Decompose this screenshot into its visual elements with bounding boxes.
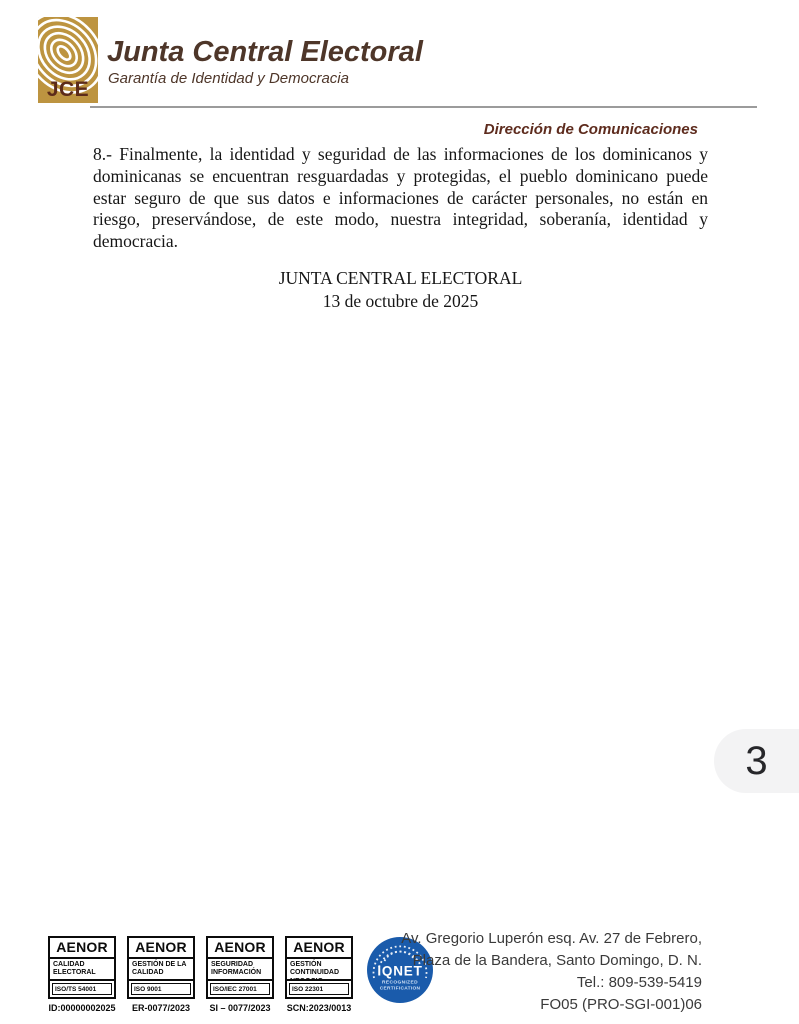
aenor-standard: ISO/TS 54001	[52, 983, 112, 995]
signature-org: JUNTA CENTRAL ELECTORAL	[278, 268, 523, 288]
aenor-badge	[285, 936, 353, 1013]
aenor-code: ER-0077/2023	[131, 1003, 191, 1013]
header-divider	[90, 106, 757, 108]
iqnet-tagline-1: RECOGNIZED	[382, 980, 418, 986]
aenor-standard: ISO 9001	[131, 983, 191, 995]
address-line: FO05 (PRO-SGI-001)06	[540, 996, 702, 1013]
footer-address	[401, 928, 702, 1016]
aenor-code: SI – 0077/2023	[209, 1003, 271, 1013]
aenor-scope: SEGURIDAD INFORMACIÓN	[208, 957, 272, 981]
address-line: Tel.: 809-539-5419	[576, 974, 702, 991]
aenor-standard: ISO/IEC 27001	[210, 983, 270, 995]
aenor-brand: AENOR	[135, 939, 187, 955]
iqnet-tagline-2: CERTIFICATION	[379, 986, 421, 992]
certification-badges	[48, 936, 433, 1013]
aenor-scope: GESTIÓN CONTINUIDAD NEGOCIO	[287, 957, 351, 981]
organization-title: Junta Central Electoral	[107, 36, 423, 68]
aenor-code: ID:00000002025	[48, 1003, 116, 1013]
aenor-scope: CALIDAD ELECTORAL	[50, 957, 114, 981]
aenor-brand: AENOR	[214, 939, 266, 955]
aenor-badge	[127, 936, 195, 1013]
signature-block	[93, 267, 708, 313]
signature-date: 13 de octubre de 2025	[322, 291, 479, 311]
aenor-brand: AENOR	[56, 939, 108, 955]
aenor-scope: GESTIÓN DE LA CALIDAD	[129, 957, 193, 981]
aenor-badge	[48, 936, 116, 1013]
page-number-pill	[714, 729, 799, 793]
jce-logo	[38, 17, 98, 103]
letter-paragraph: 8.- Finalmente, la identidad y seguridad de las informaciones de los dominicanos y dominicanas se encuentran resguardadas y protegidas, el pueblo dominicano puede estar seguro de que sus datos e informaciones de carácter personales, no están en riesgo, preservándose, de este modo, nuestra integridad, soberanía, identidad y democracia.	[93, 144, 708, 252]
page-number: 3	[745, 738, 768, 783]
department-line: Dirección de Comunicaciones	[483, 121, 698, 138]
aenor-badge	[206, 936, 274, 1013]
address-line: Plaza de la Bandera, Santo Domingo, D. N.	[412, 952, 702, 969]
aenor-brand: AENOR	[293, 939, 345, 955]
jce-logo-acronym: JCE	[46, 78, 90, 101]
aenor-code: SCN:2023/0013	[286, 1003, 352, 1013]
aenor-standard: ISO 22301	[289, 983, 349, 995]
iqnet-name: IQNET	[377, 963, 423, 979]
organization-subtitle: Garantía de Identidad y Democracia	[108, 70, 349, 87]
address-line: Av. Gregorio Luperón esq. Av. 27 de Febrero,	[401, 930, 702, 947]
